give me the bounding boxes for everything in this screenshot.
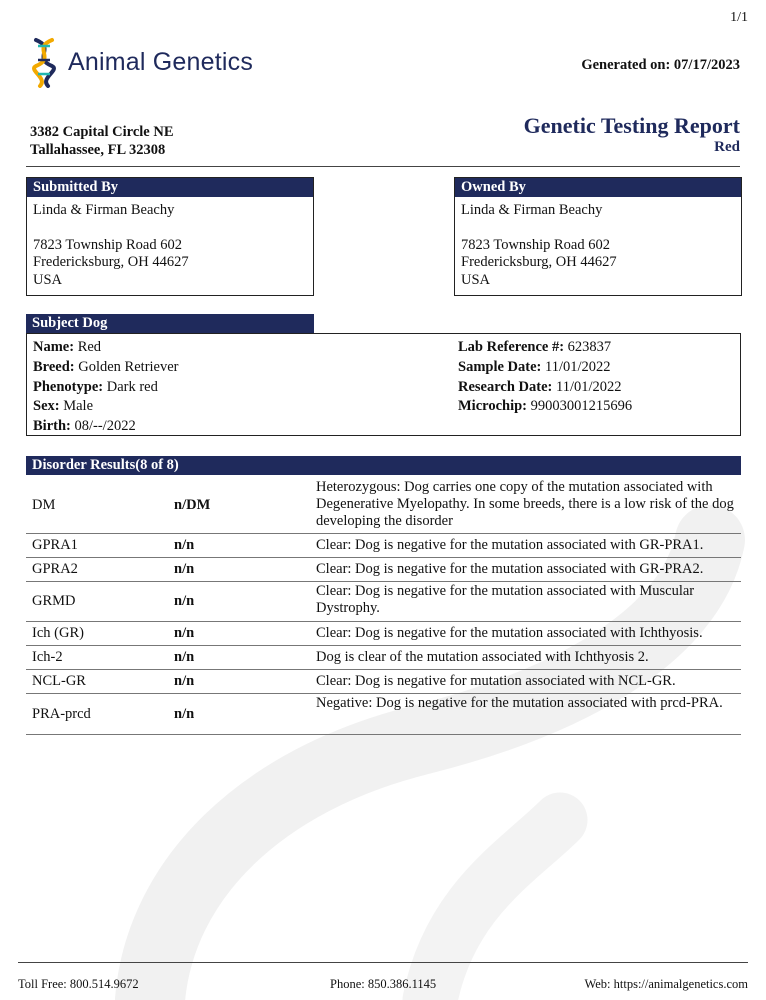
lab-reference-row: Lab Reference #: 623837 xyxy=(458,339,612,355)
table-row xyxy=(26,558,741,582)
table-row xyxy=(26,582,741,622)
subject-dog-heading: Subject Dog xyxy=(26,314,314,333)
report-title: Genetic Testing Report xyxy=(523,113,740,138)
owner-street: 7823 Township Road 602 xyxy=(461,236,610,253)
dog-birth-row: Birth: 08/--/2022 xyxy=(33,418,136,435)
disorder-result: Clear: Dog is negative for the mutation associated with GR-PRA2. xyxy=(316,561,704,577)
disorder-name: GPRA1 xyxy=(32,537,78,553)
disorder-name: DM xyxy=(32,497,56,513)
disorder-genotype: n/n xyxy=(174,705,195,722)
dog-sex-row: Sex: Male xyxy=(33,398,94,415)
owned-by-box xyxy=(454,177,742,296)
subject-left-column xyxy=(33,338,179,437)
disorder-name: Ich (GR) xyxy=(32,625,84,641)
disorder-result: Clear: Dog is negative for mutation associated with NCL-GR. xyxy=(316,673,676,689)
disorder-genotype: n/n xyxy=(174,537,195,553)
table-row xyxy=(26,534,741,558)
table-row xyxy=(26,622,741,646)
subject-right-column xyxy=(458,338,632,417)
disorder-results-heading: Disorder Results(8 of 8) xyxy=(26,456,741,475)
microchip-row: Microchip: 99003001215696 xyxy=(458,398,633,415)
brand-name: Animal Genetics xyxy=(68,47,254,76)
disorder-result: Dog is clear of the mutation associated with Ichthyosis 2. xyxy=(316,649,649,665)
submitter-country: USA xyxy=(33,271,63,288)
generated-date: Generated on: 07/17/2023 xyxy=(581,57,740,73)
disorder-name: PRA-prcd xyxy=(32,705,91,722)
disorder-genotype: n/n xyxy=(174,649,195,665)
dog-breed-row: Breed: Golden Retriever xyxy=(33,358,179,375)
dog-name-row: Name: Red xyxy=(33,339,102,355)
disorder-genotype: n/n xyxy=(174,593,195,609)
disorder-genotype: n/DM xyxy=(174,497,211,513)
brand-logo xyxy=(30,36,253,88)
owned-by-heading: Owned By xyxy=(455,178,741,197)
footer-divider xyxy=(18,962,748,963)
table-row xyxy=(26,694,741,735)
dna-helix-icon xyxy=(30,36,58,88)
disorder-result: Clear: Dog is negative for the mutation associated with Muscular Dystrophy. xyxy=(316,583,695,616)
disorder-result: Clear: Dog is negative for the mutation associated with Ichthyosis. xyxy=(316,625,703,641)
submitted-by-heading: Submitted By xyxy=(27,178,313,197)
table-row xyxy=(26,670,741,694)
disorder-name: GPRA2 xyxy=(32,561,78,577)
disorder-genotype: n/n xyxy=(174,673,195,689)
address-line-1: 3382 Capital Circle NE xyxy=(30,124,174,140)
header-divider xyxy=(26,166,740,167)
disorder-genotype: n/n xyxy=(174,625,195,641)
address-line-2: Tallahassee, FL 32308 xyxy=(30,142,166,158)
disorder-name: NCL-GR xyxy=(32,673,86,689)
disorder-result: Negative: Dog is negative for the mutation associated with prcd-PRA. xyxy=(316,695,723,711)
subject-dog-box xyxy=(26,333,741,436)
submitter-name: Linda & Firman Beachy xyxy=(33,202,175,218)
disorder-name: GRMD xyxy=(32,593,76,609)
submitter-city: Fredericksburg, OH 44627 xyxy=(33,254,189,270)
owner-country: USA xyxy=(461,271,491,288)
submitter-street: 7823 Township Road 602 xyxy=(33,236,182,253)
disorder-result: Clear: Dog is negative for the mutation associated with GR-PRA1. xyxy=(316,537,704,553)
disorder-genotype: n/n xyxy=(174,561,195,577)
dog-phenotype-row: Phenotype: Dark red xyxy=(33,378,158,395)
report-subject: Red xyxy=(714,139,740,155)
disorder-name: Ich-2 xyxy=(32,649,63,665)
toll-free-number: Toll Free: 800.514.9672 xyxy=(18,977,139,991)
page-number: 1/1 xyxy=(730,10,748,25)
research-date-row: Research Date: 11/01/2022 xyxy=(458,378,622,395)
sample-date-row: Sample Date: 11/01/2022 xyxy=(458,358,611,375)
lab-address xyxy=(30,123,174,159)
phone-number: Phone: 850.386.1145 xyxy=(330,977,437,991)
website-link[interactable]: Web: https://animalgenetics.com xyxy=(584,977,748,991)
disorder-result: Heterozygous: Dog carries one copy of the mutation associated with Degenerative Myelopathy. In some breeds, there is a low risk of the dog developing the disorder xyxy=(316,479,734,529)
disorder-results-table xyxy=(26,478,741,735)
owner-name: Linda & Firman Beachy xyxy=(461,202,603,218)
table-row xyxy=(26,646,741,670)
submitted-by-box xyxy=(26,177,314,296)
table-row xyxy=(26,478,741,534)
owner-city: Fredericksburg, OH 44627 xyxy=(461,254,617,270)
